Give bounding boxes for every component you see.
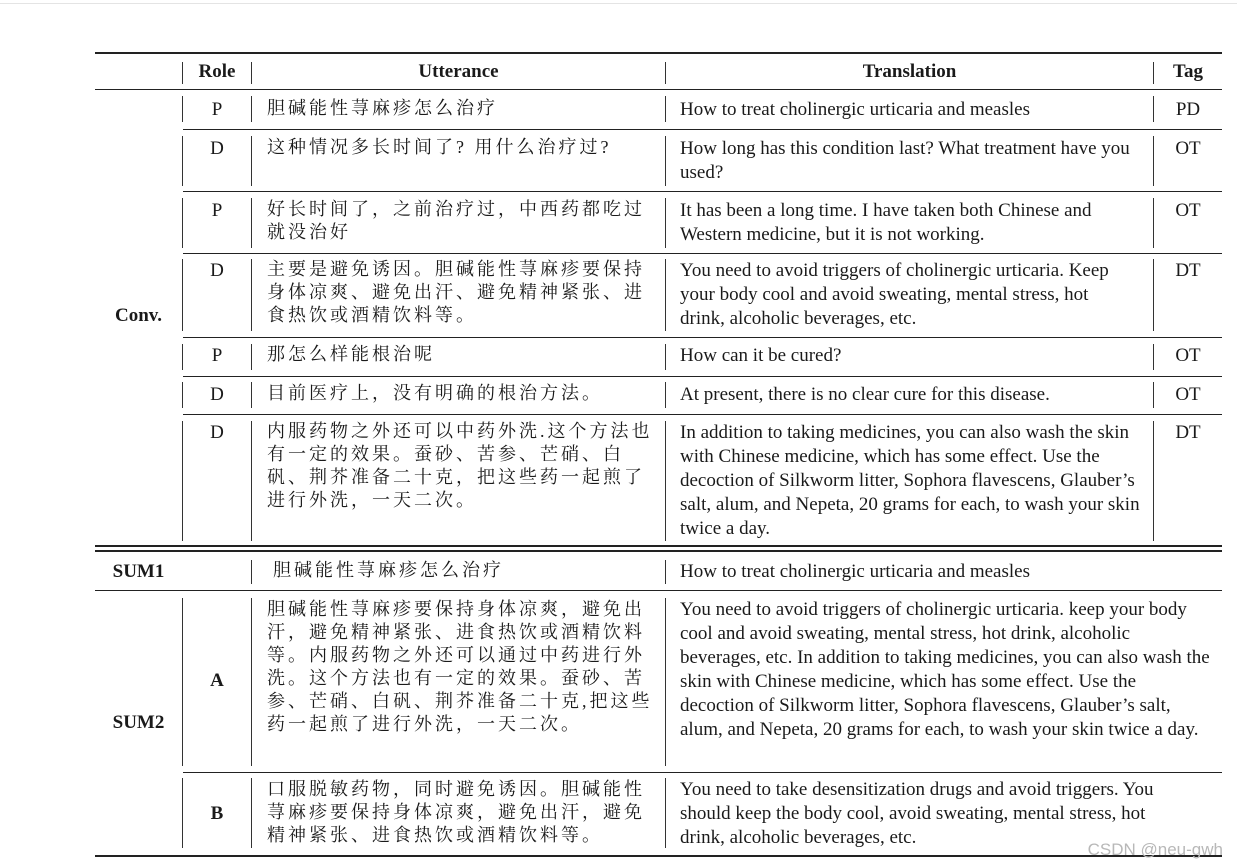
top-divider xyxy=(0,3,1237,4)
tag-cell: OT xyxy=(1175,200,1201,221)
col-sep xyxy=(665,598,666,766)
double-rule-top xyxy=(95,545,1222,547)
row-rule xyxy=(183,129,1222,130)
col-sep xyxy=(251,259,252,331)
role-cell: P xyxy=(211,99,223,120)
col-sep xyxy=(251,198,252,248)
sum1-rule xyxy=(95,590,1222,591)
sum1-label: SUM1 xyxy=(112,561,165,582)
translation-cell: It has been a long time. I have taken both Chinese and Western medicine, but it is not working. xyxy=(680,200,1092,245)
role-cell: P xyxy=(211,200,223,221)
header-utterance: Utterance xyxy=(418,61,499,82)
double-rule-bottom xyxy=(95,550,1222,552)
translation-cell: How long has this condition last? What treatment have you used? xyxy=(680,138,1130,183)
header-rule xyxy=(95,89,1222,90)
tag-cell: PD xyxy=(1175,99,1201,120)
utterance-cell: 好长时间了，之前治疗过，中西药都吃过就没治好 xyxy=(267,199,645,242)
translation-cell: You need to avoid triggers of cholinergic urticaria. keep your body cool and avoid sweating, mental stress, hot drink, alcoholic beverages, etc. In addition to taking medicines, you can also wash the skin with Chinese medicine, which has some effect. Use the decoction of Silkworm litter, Sophora flavescens, Glauber’s salt, alum, and Nepeta, 20 grams for each, to wash your skin twice a day. xyxy=(680,599,1210,740)
utterance-cell: 这种情况多长时间了? 用什么治疗过? xyxy=(267,137,612,157)
col-sep xyxy=(251,778,252,848)
col-sep xyxy=(665,344,666,370)
col-sep xyxy=(665,778,666,848)
role-cell: B xyxy=(210,803,224,824)
role-cell: D xyxy=(210,260,224,281)
watermark: CSDN @neu-gwh xyxy=(1087,840,1223,859)
sum2-row-rule xyxy=(183,772,1222,773)
col-sep xyxy=(251,344,252,370)
row-rule xyxy=(183,376,1222,377)
translation-cell: How can it be cured? xyxy=(680,345,842,366)
col-sep xyxy=(251,421,252,541)
header-translation: Translation xyxy=(862,61,957,82)
row-rule xyxy=(183,253,1222,254)
col-sep xyxy=(251,136,252,186)
row-rule xyxy=(183,414,1222,415)
translation-cell: How to treat cholinergic urticaria and measles xyxy=(680,99,1030,120)
col-sep xyxy=(665,136,666,186)
conv-label: Conv. xyxy=(115,305,162,326)
utterance-cell: 口服脱敏药物，同时避免诱因。胆碱能性荨麻疹要保持身体凉爽，避免出汗，避免精神紧张、进食热饮或酒精饮料等。 xyxy=(267,779,645,845)
utterance-cell: 那怎么样能根治呢 xyxy=(267,344,435,364)
table-bottom-rule xyxy=(95,855,1222,857)
col-sep xyxy=(251,560,252,584)
sum1-utterance: 胆碱能性荨麻疹怎么治疗 xyxy=(273,560,504,580)
col-sep xyxy=(665,382,666,408)
tag-cell: DT xyxy=(1175,260,1201,281)
col-sep xyxy=(665,421,666,541)
translation-cell: You need to avoid triggers of cholinergic urticaria. Keep your body cool and avoid sweating, mental stress, hot drink, alcoholic beverages, etc. xyxy=(680,260,1109,329)
utterance-cell: 目前医疗上，没有明确的根治方法。 xyxy=(267,383,603,403)
col-sep xyxy=(251,598,252,766)
translation-cell: At present, there is no clear cure for this disease. xyxy=(680,384,1050,405)
tag-cell: DT xyxy=(1175,422,1201,443)
tag-cell: OT xyxy=(1175,138,1201,159)
col-sep xyxy=(665,259,666,331)
row-rule xyxy=(183,337,1222,338)
sum2-label: SUM2 xyxy=(112,712,165,733)
translation-cell: In addition to taking medicines, you can also wash the skin with Chinese medicine, which has some effect. Use the decoction of Silkworm litter, Sophora flavescens, Glauber’s salt, alum, and Nepeta, 20 grams for each, to wash your skin twice a day. xyxy=(680,422,1140,539)
utterance-cell: 胆碱能性荨麻疹怎么治疗 xyxy=(267,98,498,118)
role-cell: D xyxy=(210,422,224,443)
tag-cell: OT xyxy=(1175,345,1201,366)
tag-cell: OT xyxy=(1175,384,1201,405)
sum1-translation: How to treat cholinergic urticaria and measles xyxy=(680,561,1030,582)
col-sep xyxy=(251,96,252,122)
utterance-cell: 胆碱能性荨麻疹要保持身体凉爽，避免出汗，避免精神紧张、进食热饮或酒精饮料等。内服药物之外还可以通过中药进行外洗。这个方法也有一定的效果。蚕砂、苦参、芒硝、白矾、荆芥准备二十克,把这些药一起煎了进行外洗，一天二次。 xyxy=(267,599,653,734)
role-cell: A xyxy=(210,670,224,691)
col-sep xyxy=(665,560,666,584)
role-cell: D xyxy=(210,384,224,405)
col-sep xyxy=(665,198,666,248)
header-tag: Tag xyxy=(1173,61,1203,82)
role-cell: P xyxy=(211,345,223,366)
table-top-rule xyxy=(95,52,1222,54)
col-sep xyxy=(665,96,666,122)
utterance-cell: 主要是避免诱因。胆碱能性荨麻疹要保持身体凉爽、避免出汗、避免精神紧张、进食热饮或酒精饮料等。 xyxy=(267,259,645,325)
role-cell: D xyxy=(210,138,224,159)
translation-cell: You need to take desensitization drugs and avoid triggers. You should keep the body cool, avoid sweating, mental stress, hot drink, alcoholic beverages, etc. xyxy=(680,779,1154,848)
header-role: Role xyxy=(198,61,236,82)
col-sep xyxy=(251,382,252,408)
utterance-cell: 内服药物之外还可以中药外洗.这个方法也有一定的效果。蚕砂、苦参、芒硝、白矾、荆芥准备二十克，把这些药一起煎了进行外洗，一天二次。 xyxy=(267,421,653,510)
row-rule xyxy=(183,191,1222,192)
